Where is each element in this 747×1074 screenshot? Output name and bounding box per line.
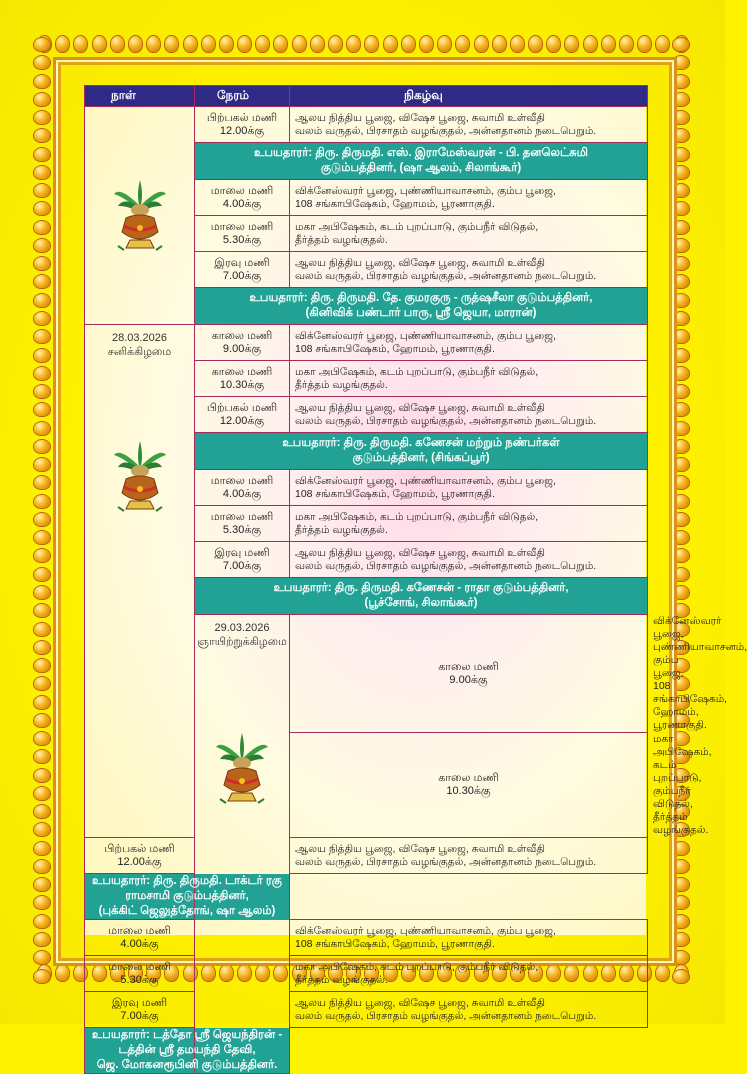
- event-cell: ஆலய நித்திய பூஜை, விஷேச பூஜை, சுவாமி உள்வீதி வலம் வருதல், பிரசாதம் வழங்குதல், அன்னதானம் நடைபெறும்.: [290, 397, 648, 433]
- garland-bead: [34, 696, 50, 709]
- date-label: 28.03.2026 சனிக்கிழமை: [107, 332, 172, 358]
- garland-bead: [34, 732, 50, 745]
- garland-bead: [34, 970, 50, 983]
- garland-bead: [34, 842, 50, 855]
- garland-bead: [184, 36, 197, 52]
- garland-bead: [34, 623, 50, 636]
- garland-bead: [34, 586, 50, 599]
- garland-bead: [34, 385, 50, 398]
- garland-bead: [34, 805, 50, 818]
- header-row: [85, 86, 648, 107]
- table-row: காலை மணி 10.30க்கு மகா அபிஷேகம், கடம் புறப்பாடு, கும்பநீர் விடுதல், தீர்த்தம் வழங்குதல்.: [85, 733, 648, 838]
- table-row: [85, 992, 648, 1028]
- garland-bead: [673, 275, 689, 288]
- garland-bead: [673, 970, 689, 983]
- time-cell: காலை மணி 10.30க்கு: [290, 733, 648, 838]
- garland-bead: [584, 36, 597, 52]
- event-cell: மகா அபிஷேகம், கடம் புறப்பாடு, கும்பநீர் விடுதல், தீர்த்தம் வழங்குதல்.: [290, 361, 648, 397]
- garland-bead: [34, 148, 50, 161]
- time-cell: காலை மணி 10.30க்கு: [195, 361, 290, 397]
- garland-bead: [34, 787, 50, 800]
- garland-bead: [129, 36, 142, 52]
- day-cell: [195, 615, 290, 1074]
- garland-bead: [673, 93, 689, 106]
- garland-bead: [511, 36, 524, 52]
- garland-bead: [111, 36, 124, 52]
- event-cell: விக்னேஸ்வரர் பூஜை, புண்ணியாவாசனம், கும்ப பூஜை, 108 சங்காபிஷேகம், ஹோமம், பூரணாகுதி.: [290, 325, 648, 361]
- kalasam-icon: [212, 729, 272, 809]
- garland-bead: [673, 568, 689, 581]
- time-cell: மாலை மணி 4.00க்கு: [195, 470, 290, 506]
- garland-bead: [673, 860, 689, 873]
- garland-bead: [34, 568, 50, 581]
- event-cell: மகா அபிஷேகம், கடம் புறப்பாடு, கும்பநீர் விடுதல், தீர்த்தம் வழங்குதல்.: [290, 506, 648, 542]
- garland-bead: [34, 476, 50, 489]
- garland-bead: [673, 294, 689, 307]
- event-cell: ஆலய நித்திய பூஜை, விஷேச பூஜை, சுவாமி உள்வீதி வலம் வருதல், பிரசாதம் வழங்குதல், அன்னதானம் நடைபெறும்.: [290, 838, 648, 874]
- garland-bead: [56, 965, 69, 981]
- top-garland-border: [38, 36, 688, 54]
- garland-bead: [34, 202, 50, 215]
- garland-bead: [34, 367, 50, 380]
- time-cell: காலை மணி 9.00க்கு: [290, 615, 648, 733]
- garland-bead: [673, 38, 689, 51]
- garland-bead: [34, 166, 50, 179]
- sponsor-cell: உபயதாரர்: திரு. திருமதி. கணேசன் - ராதா குடும்பத்தினர், (பூச்சோங், சிலாங்கூர்): [195, 578, 648, 615]
- garland-bead: [34, 38, 50, 51]
- garland-bead: [673, 75, 689, 88]
- event-cell: விக்னேஸ்வரர் பூஜை, புண்ணியாவாசனம், கும்ப பூஜை, 108 சங்காபிஷேகம், ஹோமம், பூரணாகுதி.: [290, 470, 648, 506]
- event-column-header: நிகழ்வு: [290, 86, 648, 107]
- garland-bead: [34, 422, 50, 435]
- garland-bead: [238, 36, 251, 52]
- garland-bead: [602, 36, 615, 52]
- schedule-table: [84, 85, 747, 1074]
- garland-bead: [34, 750, 50, 763]
- garland-bead: [293, 36, 306, 52]
- garland-bead: [402, 36, 415, 52]
- time-cell: பிற்பகல் மணி 12.00க்கு: [195, 107, 290, 143]
- garland-bead: [673, 732, 689, 745]
- garland-bead: [34, 495, 50, 508]
- garland-bead: [673, 56, 689, 69]
- table-row: [85, 838, 648, 874]
- garland-bead: [673, 951, 689, 964]
- garland-bead: [147, 36, 160, 52]
- garland-bead: [673, 531, 689, 544]
- table-row: [85, 920, 648, 956]
- garland-bead: [673, 896, 689, 909]
- garland-bead: [673, 842, 689, 855]
- sponsor-cell: உபயதாரர்: திரு. திருமதி. தே. குமரகுரு - ருத்ஷசீலா குடும்பத்தினர், (கினிவிக் பண்டார் பாரு, ஸ்ரீ ஜெயா, மாரான்): [195, 288, 648, 325]
- garland-bead: [256, 36, 269, 52]
- garland-bead: [93, 36, 106, 52]
- garland-bead: [202, 36, 215, 52]
- garland-bead: [34, 239, 50, 252]
- kalasam-icon: [110, 176, 170, 256]
- time-column-header: நேரம்: [195, 86, 290, 107]
- garland-bead: [673, 111, 689, 124]
- garland-bead: [638, 36, 651, 52]
- garland-bead: [673, 330, 689, 343]
- garland-bead: [529, 36, 542, 52]
- garland-bead: [673, 933, 689, 946]
- garland-bead: [74, 36, 87, 52]
- table-row: [85, 107, 648, 143]
- garland-bead: [547, 36, 560, 52]
- garland-bead: [673, 677, 689, 690]
- garland-bead: [34, 531, 50, 544]
- garland-bead: [673, 549, 689, 562]
- garland-bead: [34, 93, 50, 106]
- garland-bead: [673, 312, 689, 325]
- sponsor-cell: உபயதாரர்: திரு. திருமதி. கணேசன் மற்றும் நண்பர்கள் குடும்பத்தினர், (சிங்கப்பூர்): [195, 433, 648, 470]
- time-cell: காலை மணி 9.00க்கு: [195, 325, 290, 361]
- garland-bead: [673, 184, 689, 197]
- garland-bead: [34, 860, 50, 873]
- time-cell: மாலை மணி 4.00க்கு: [85, 920, 195, 956]
- garland-bead: [34, 312, 50, 325]
- time-cell: இரவு மணி 7.00க்கு: [85, 992, 195, 1028]
- garland-bead: [420, 36, 433, 52]
- garland-bead: [673, 495, 689, 508]
- garland-bead: [34, 896, 50, 909]
- event-cell: விக்னேஸ்வரர் பூஜை, புண்ணியாவாசனம், கும்ப பூஜை, 108 சங்காபிஷேகம், ஹோமம், பூரணாகுதி.: [290, 920, 648, 956]
- garland-bead: [673, 458, 689, 471]
- time-cell: பிற்பகல் மணி 12.00க்கு: [85, 838, 195, 874]
- time-cell: மாலை மணி 5.30க்கு: [85, 956, 195, 992]
- garland-bead: [34, 294, 50, 307]
- garland-bead: [34, 440, 50, 453]
- garland-bead: [673, 257, 689, 270]
- garland-bead: [620, 36, 633, 52]
- garland-bead: [34, 257, 50, 270]
- sponsor-row: [85, 1028, 648, 1074]
- garland-bead: [673, 129, 689, 142]
- garland-bead: [34, 951, 50, 964]
- garland-bead: [673, 878, 689, 891]
- time-cell: மாலை மணி 5.30க்கு: [195, 216, 290, 252]
- right-garland-border: [673, 38, 691, 983]
- garland-bead: [34, 275, 50, 288]
- garland-bead: [347, 36, 360, 52]
- garland-bead: [656, 36, 669, 52]
- garland-bead: [673, 148, 689, 161]
- event-cell: ஆலய நித்திய பூஜை, விஷேச பூஜை, சுவாமி உள்வீதி வலம் வருதல், பிரசாதம் வழங்குதல், அன்னதானம் நடைபெறும்.: [290, 542, 648, 578]
- garland-bead: [493, 36, 506, 52]
- event-cell: மகா அபிஷேகம், கடம் புறப்பாடு, கும்பநீர் விடுதல், தீர்த்தம் வழங்குதல்.: [290, 216, 648, 252]
- garland-bead: [34, 458, 50, 471]
- garland-bead: [673, 221, 689, 234]
- time-cell: இரவு மணி 7.00க்கு: [195, 252, 290, 288]
- date-label: 29.03.2026 ஞாயிற்றுக்கிழமை: [197, 622, 287, 648]
- garland-bead: [673, 422, 689, 435]
- garland-bead: [673, 239, 689, 252]
- garland-bead: [34, 330, 50, 343]
- time-cell: மாலை மணி 5.30க்கு: [195, 506, 290, 542]
- left-garland-border: [34, 38, 52, 983]
- table-row: 29.03.2026 ஞாயிற்றுக்கிழமை காலை மணி 9.00க்கு விக்னேஸ்வரர் பூஜை, புண்ணியாவாசனம், கும்ப பூஜை, 108 சங்காபிஷேகம், ஹோமம், பூரணாகுதி.: [85, 615, 648, 733]
- sponsor-cell: உபயதாரர்: டத்தோ ஸ்ரீ ஜெயந்திரன் - டத்தின் ஸ்ரீ தமயந்தி தேவி, ஜெ. மோகனரூபினி குடும்பத்தினர்.: [85, 1028, 290, 1074]
- garland-bead: [34, 878, 50, 891]
- event-cell: ஆலய நித்திய பூஜை, விஷேச பூஜை, சுவாமி உள்வீதி வலம் வருதல், பிரசாதம் வழங்குதல், அன்னதானம் நடைபெறும்.: [290, 107, 648, 143]
- garland-bead: [34, 659, 50, 672]
- garland-bead: [34, 111, 50, 124]
- garland-bead: [165, 36, 178, 52]
- garland-bead: [673, 349, 689, 362]
- garland-bead: [565, 36, 578, 52]
- time-cell: மாலை மணி 4.00க்கு: [195, 180, 290, 216]
- garland-bead: [34, 56, 50, 69]
- garland-bead: [365, 36, 378, 52]
- garland-bead: [673, 166, 689, 179]
- event-cell: ஆலய நித்திய பூஜை, விஷேச பூஜை, சுவாமி உள்வீதி வலம் வருதல், பிரசாதம் வழங்குதல், அன்னதானம் நடைபெறும்.: [290, 252, 648, 288]
- garland-bead: [220, 36, 233, 52]
- day-column-header: நாள்: [85, 86, 195, 107]
- garland-bead: [673, 202, 689, 215]
- garland-bead: [311, 36, 324, 52]
- garland-bead: [34, 221, 50, 234]
- garland-bead: [34, 513, 50, 526]
- kalasam-icon: [110, 437, 170, 517]
- day-cell: [85, 107, 195, 325]
- event-cell: மகா அபிஷேகம், கடம் புறப்பாடு, கும்பநீர் விடுதல், தீர்த்தம் வழங்குதல்.: [290, 956, 648, 992]
- garland-bead: [34, 769, 50, 782]
- garland-bead: [34, 129, 50, 142]
- day-cell: [85, 325, 195, 838]
- garland-bead: [673, 915, 689, 928]
- time-cell: பிற்பகல் மணி 12.00க்கு: [195, 397, 290, 433]
- garland-bead: [673, 385, 689, 398]
- garland-bead: [56, 36, 69, 52]
- table-row: [85, 956, 648, 992]
- garland-bead: [34, 604, 50, 617]
- garland-bead: [34, 349, 50, 362]
- garland-bead: [438, 36, 451, 52]
- garland-bead: [34, 403, 50, 416]
- garland-bead: [456, 36, 469, 52]
- garland-bead: [673, 367, 689, 380]
- garland-bead: [673, 476, 689, 489]
- table-row: [85, 325, 648, 361]
- event-cell: விக்னேஸ்வரர் பூஜை, புண்ணியாவாசனம், கும்ப பூஜை, 108 சங்காபிஷேகம், ஹோமம், பூரணாகுதி.: [290, 180, 648, 216]
- garland-bead: [34, 641, 50, 654]
- sponsor-row: [85, 874, 648, 920]
- sponsor-cell: உபயதாரர்: திரு. திருமதி. எஸ். இராமேஸ்வரன் - பி. தனலெட்சுமி குடும்பத்தினர், (ஷா ஆலம், சிலாங்கூர்): [195, 143, 648, 180]
- garland-bead: [34, 549, 50, 562]
- garland-bead: [34, 823, 50, 836]
- time-cell: இரவு மணி 7.00க்கு: [195, 542, 290, 578]
- garland-bead: [274, 36, 287, 52]
- garland-bead: [673, 513, 689, 526]
- garland-bead: [34, 915, 50, 928]
- garland-bead: [34, 677, 50, 690]
- garland-bead: [673, 440, 689, 453]
- garland-bead: [34, 184, 50, 197]
- garland-bead: [34, 933, 50, 946]
- garland-bead: [384, 36, 397, 52]
- garland-bead: [656, 965, 669, 981]
- garland-bead: [673, 586, 689, 599]
- garland-bead: [329, 36, 342, 52]
- garland-bead: [673, 403, 689, 416]
- event-cell: ஆலய நித்திய பூஜை, விஷேச பூஜை, சுவாமி உள்வீதி வலம் வருதல், பிரசாதம் வழங்குதல், அன்னதானம் நடைபெறும்.: [290, 992, 648, 1028]
- garland-bead: [475, 36, 488, 52]
- sponsor-cell: உபயதாரர்: திரு. திருமதி. டாக்டர் ரகு ராமசாமி குடும்பத்தினர், (புக்கிட் ஜெலுத்தோங், ஷா ஆலம்): [85, 874, 290, 920]
- garland-bead: [34, 714, 50, 727]
- garland-bead: [34, 75, 50, 88]
